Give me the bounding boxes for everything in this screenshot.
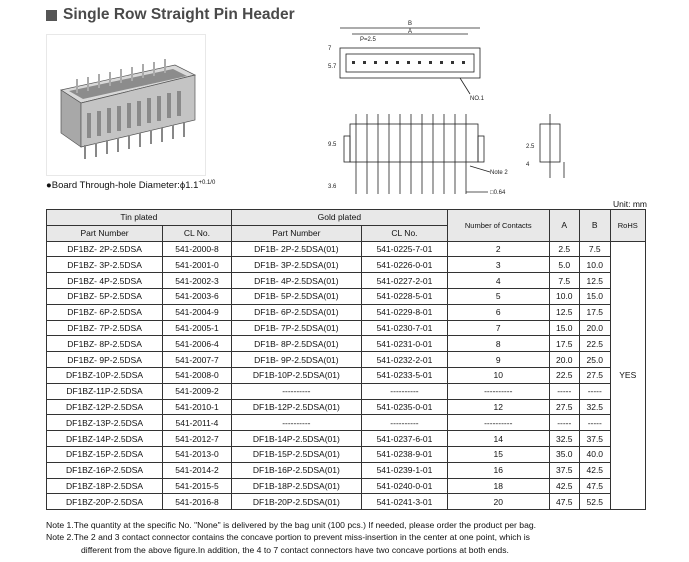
- tin-cl-number: 541-2005-1: [163, 320, 232, 336]
- tin-part-number: DF1BZ- 9P-2.5DSA: [47, 352, 163, 368]
- tin-part-number: DF1BZ-11P-2.5DSA: [47, 383, 163, 399]
- square-bullet-icon: [46, 10, 57, 21]
- dim-a: 32.5: [549, 431, 580, 447]
- tin-part-number: DF1BZ- 3P-2.5DSA: [47, 257, 163, 273]
- a-header: A: [549, 210, 580, 242]
- table-row: [47, 367, 646, 383]
- gold-part-number: DF1B-10P-2.5DSA(01): [231, 367, 361, 383]
- dim-4-label: 4: [526, 162, 530, 168]
- table-row: [47, 399, 646, 415]
- contacts-count: 20: [447, 494, 549, 510]
- gold-cl-number: 541-0231-0-01: [361, 336, 447, 352]
- tin-part-number: DF1BZ- 6P-2.5DSA: [47, 304, 163, 320]
- board-hole-value: ϕ1.1: [179, 180, 199, 192]
- tin-part-number: DF1BZ- 7P-2.5DSA: [47, 320, 163, 336]
- gold-part-number: DF1B-20P-2.5DSA(01): [231, 494, 361, 510]
- gold-part-number: DF1B- 8P-2.5DSA(01): [231, 336, 361, 352]
- contacts-count: 3: [447, 257, 549, 273]
- table-row: [47, 241, 646, 257]
- contacts-count: ----------: [447, 383, 549, 399]
- tin-cl-number: 541-2000-8: [163, 241, 232, 257]
- dim-b: 42.5: [580, 462, 611, 478]
- dim-a: 10.0: [549, 288, 580, 304]
- tin-cl-number: 541-2009-2: [163, 383, 232, 399]
- rohs-value: YES: [610, 241, 645, 510]
- gold-part-number: DF1B-12P-2.5DSA(01): [231, 399, 361, 415]
- table-row: [47, 257, 646, 273]
- dim-a: 20.0: [549, 352, 580, 368]
- board-hole-label: Board Through-hole Diameter:: [51, 180, 180, 192]
- dim-a: -----: [549, 383, 580, 399]
- gold-part-header: Part Number: [231, 225, 361, 241]
- dim-25-label: 2.5: [526, 144, 535, 150]
- gold-part-number: DF1B- 4P-2.5DSA(01): [231, 273, 361, 289]
- board-hole-note: [46, 180, 215, 191]
- tin-part-number: DF1BZ-16P-2.5DSA: [47, 462, 163, 478]
- no1-label: NO.1: [470, 96, 485, 102]
- tin-cl-number: 541-2001-0: [163, 257, 232, 273]
- gold-cl-number: 541-0230-7-01: [361, 320, 447, 336]
- dim-a: 27.5: [549, 399, 580, 415]
- contacts-count: 12: [447, 399, 549, 415]
- gold-part-number: DF1B-16P-2.5DSA(01): [231, 462, 361, 478]
- contacts-header: Number of Contacts: [447, 210, 549, 242]
- table-row: [47, 336, 646, 352]
- note-1: Note 1.The quantity at the specific No. "None" is delivered by the bag unit (100 pcs.) If needed, please order the product per bag.: [46, 520, 537, 530]
- dim-a: -----: [549, 415, 580, 431]
- page-title: [46, 6, 295, 24]
- tin-part-number: DF1BZ-15P-2.5DSA: [47, 446, 163, 462]
- gold-part-number: DF1B- 6P-2.5DSA(01): [231, 304, 361, 320]
- gold-part-number: ----------: [231, 383, 361, 399]
- tin-part-number: DF1BZ- 4P-2.5DSA: [47, 273, 163, 289]
- gold-plated-header: Gold plated: [231, 210, 447, 226]
- gold-cl-number: 541-0227-2-01: [361, 273, 447, 289]
- gold-cl-number: 541-0232-2-01: [361, 352, 447, 368]
- dim-36-label: 3.6: [328, 184, 337, 190]
- tin-cl-number: 541-2012-7: [163, 431, 232, 447]
- gold-cl-number: 541-0239-1-01: [361, 462, 447, 478]
- gold-cl-number: 541-0225-7-01: [361, 241, 447, 257]
- part-number-table: [46, 209, 646, 510]
- dim-b: 47.5: [580, 478, 611, 494]
- dim-a: 17.5: [549, 336, 580, 352]
- dim-b: 10.0: [580, 257, 611, 273]
- bullet-icon: ●: [46, 180, 52, 192]
- tin-part-header: Part Number: [47, 225, 163, 241]
- gold-cl-number: 541-0241-3-01: [361, 494, 447, 510]
- contacts-count: 10: [447, 367, 549, 383]
- gold-cl-number: 541-0237-6-01: [361, 431, 447, 447]
- table-row: [47, 478, 646, 494]
- tin-part-number: DF1BZ- 2P-2.5DSA: [47, 241, 163, 257]
- gold-part-number: DF1B- 3P-2.5DSA(01): [231, 257, 361, 273]
- tin-plated-header: Tin plated: [47, 210, 232, 226]
- dim-b: 17.5: [580, 304, 611, 320]
- tin-cl-number: 541-2006-4: [163, 336, 232, 352]
- dim-a: 15.0: [549, 320, 580, 336]
- dim-b: 32.5: [580, 399, 611, 415]
- dim-a: 37.5: [549, 462, 580, 478]
- tin-cl-number: 541-2014-2: [163, 462, 232, 478]
- gold-part-number: DF1B-18P-2.5DSA(01): [231, 478, 361, 494]
- table-row: [47, 273, 646, 289]
- table-row: [47, 446, 646, 462]
- contacts-count: 7: [447, 320, 549, 336]
- contacts-count: 4: [447, 273, 549, 289]
- technical-drawing: [330, 6, 590, 206]
- table-row: [47, 288, 646, 304]
- dim-b: 27.5: [580, 367, 611, 383]
- contacts-count: 8: [447, 336, 549, 352]
- dim-a-label: A: [408, 29, 413, 35]
- board-hole-tolerance: +0.1/0: [198, 180, 216, 186]
- tin-cl-number: 541-2015-5: [163, 478, 232, 494]
- tin-cl-number: 541-2003-6: [163, 288, 232, 304]
- gold-part-number: DF1B-14P-2.5DSA(01): [231, 431, 361, 447]
- table-row: [47, 320, 646, 336]
- dim-b: 12.5: [580, 273, 611, 289]
- dim-95-label: 9.5: [328, 142, 337, 148]
- table-row: [47, 494, 646, 510]
- contacts-count: 14: [447, 431, 549, 447]
- gold-cl-number: 541-0226-0-01: [361, 257, 447, 273]
- gold-cl-number: 541-0228-5-01: [361, 288, 447, 304]
- pin-size-label: □0.64: [490, 190, 506, 196]
- gold-cl-number: ----------: [361, 415, 447, 431]
- tin-cl-number: 541-2007-7: [163, 352, 232, 368]
- table-row: [47, 431, 646, 447]
- contacts-count: 5: [447, 288, 549, 304]
- tin-cl-number: 541-2004-9: [163, 304, 232, 320]
- dim-b: 37.5: [580, 431, 611, 447]
- tin-part-number: DF1BZ-13P-2.5DSA: [47, 415, 163, 431]
- contacts-count: ----------: [447, 415, 549, 431]
- contacts-count: 9: [447, 352, 549, 368]
- tin-part-number: DF1BZ-20P-2.5DSA: [47, 494, 163, 510]
- dim-a: 42.5: [549, 478, 580, 494]
- gold-part-number: ----------: [231, 415, 361, 431]
- gold-cl-number: 541-0233-5-01: [361, 367, 447, 383]
- dim-a: 5.0: [549, 257, 580, 273]
- gold-cl-number: 541-0229-8-01: [361, 304, 447, 320]
- notes: [46, 519, 646, 556]
- tin-cl-number: 541-2008-0: [163, 367, 232, 383]
- gold-part-number: DF1B-15P-2.5DSA(01): [231, 446, 361, 462]
- tin-cl-number: 541-2011-4: [163, 415, 232, 431]
- gold-cl-number: 541-0238-9-01: [361, 446, 447, 462]
- b-header: B: [580, 210, 611, 242]
- table-body: [47, 241, 646, 510]
- product-photo: [46, 34, 206, 176]
- gold-part-number: DF1B- 5P-2.5DSA(01): [231, 288, 361, 304]
- tin-part-number: DF1BZ-14P-2.5DSA: [47, 431, 163, 447]
- tin-part-number: DF1BZ- 8P-2.5DSA: [47, 336, 163, 352]
- dim-b: 40.0: [580, 446, 611, 462]
- dim-b: -----: [580, 383, 611, 399]
- dim-b: 20.0: [580, 320, 611, 336]
- gold-cl-number: 541-0240-0-01: [361, 478, 447, 494]
- tin-cl-number: 541-2016-8: [163, 494, 232, 510]
- dim-b: 25.0: [580, 352, 611, 368]
- table-row: [47, 415, 646, 431]
- pin-header-illustration: [47, 35, 205, 175]
- dim-b: 22.5: [580, 336, 611, 352]
- tol-plus: +0.1: [198, 180, 211, 186]
- tin-cl-number: 541-2002-3: [163, 273, 232, 289]
- gold-part-number: DF1B- 9P-2.5DSA(01): [231, 352, 361, 368]
- tin-cl-number: 541-2010-1: [163, 399, 232, 415]
- note2-label: Note 2: [490, 170, 508, 176]
- dim-a: 47.5: [549, 494, 580, 510]
- dim-b: 15.0: [580, 288, 611, 304]
- dim-a: 35.0: [549, 446, 580, 462]
- table-row: [47, 352, 646, 368]
- contacts-count: 6: [447, 304, 549, 320]
- tin-part-number: DF1BZ-12P-2.5DSA: [47, 399, 163, 415]
- dim-b: -----: [580, 415, 611, 431]
- contacts-count: 2: [447, 241, 549, 257]
- contacts-count: 18: [447, 478, 549, 494]
- pitch-label: P=2.5: [360, 37, 376, 43]
- note-2-continued: different from the above figure.In addition, the 4 to 7 contact connectors have two concave portions at both ends.: [81, 544, 509, 555]
- unit-label: Unit: mm: [613, 199, 647, 209]
- table-row: [47, 383, 646, 399]
- note-2: Note 2.The 2 and 3 contact connector contains the concave portion to prevent miss-insertion in the center at one point, which is: [46, 532, 530, 543]
- tin-cl-header: CL No.: [163, 225, 232, 241]
- rohs-header: RoHS: [610, 210, 645, 242]
- dim-a: 2.5: [549, 241, 580, 257]
- dim-b: 7.5: [580, 241, 611, 257]
- dim-b-label: B: [408, 21, 413, 27]
- gold-cl-number: ----------: [361, 383, 447, 399]
- tin-cl-number: 541-2013-0: [163, 446, 232, 462]
- dim-7-label: 7: [328, 46, 332, 52]
- contacts-count: 16: [447, 462, 549, 478]
- gold-part-number: DF1B- 7P-2.5DSA(01): [231, 320, 361, 336]
- title-text: Single Row Straight Pin Header: [63, 6, 295, 23]
- table-row: [47, 304, 646, 320]
- tol-minus: 0: [211, 180, 216, 186]
- tin-part-number: DF1BZ- 5P-2.5DSA: [47, 288, 163, 304]
- gold-part-number: DF1B- 2P-2.5DSA(01): [231, 241, 361, 257]
- tin-part-number: DF1BZ-18P-2.5DSA: [47, 478, 163, 494]
- dim-57-label: 5.7: [328, 64, 337, 70]
- tin-part-number: DF1BZ-10P-2.5DSA: [47, 367, 163, 383]
- contacts-count: 15: [447, 446, 549, 462]
- gold-cl-header: CL No.: [361, 225, 447, 241]
- dim-b: 52.5: [580, 494, 611, 510]
- dim-a: 7.5: [549, 273, 580, 289]
- dim-a: 12.5: [549, 304, 580, 320]
- dim-a: 22.5: [549, 367, 580, 383]
- gold-cl-number: 541-0235-0-01: [361, 399, 447, 415]
- table-row: [47, 462, 646, 478]
